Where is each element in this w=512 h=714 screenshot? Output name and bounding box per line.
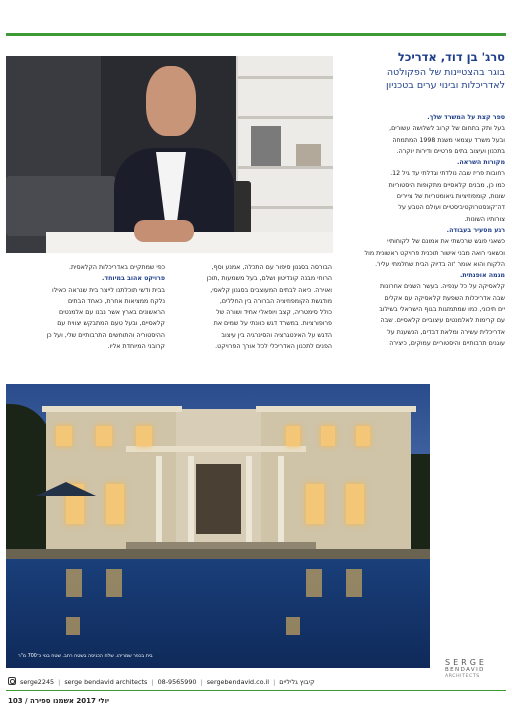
window bbox=[356, 426, 370, 446]
column bbox=[278, 456, 284, 546]
contacts-line: serge2245 | serge bendavid architects | 08-9565990 | sergebendavid.co.il | קיבוץ גליליים bbox=[8, 676, 433, 688]
window bbox=[286, 426, 300, 446]
right-text-column bbox=[353, 112, 505, 349]
right-col-line: בתכנון ועיצוב בתים פרטיים ודירות יוקרה. bbox=[396, 147, 505, 155]
column bbox=[188, 456, 194, 546]
pool-reflection bbox=[306, 569, 322, 597]
right-col-heading: מקורות השראה. bbox=[457, 159, 505, 167]
pool-reflection bbox=[66, 617, 80, 635]
left-col-line: הראשונים בארץ אשר נבנו עם אלמנטים bbox=[59, 309, 165, 317]
pool-deck bbox=[6, 549, 430, 559]
subtitle-line-1: בוגר בהצטיינות של הפקולטה bbox=[386, 67, 505, 78]
left-col-line: קרובני המיוחדת אליו. bbox=[107, 343, 165, 351]
right-col-line: וכשאני רואה מבני אישור תוכנית פרויקט ראשונית מול bbox=[364, 249, 505, 257]
right-col-heading: רגע מסעיר בעבודה. bbox=[446, 226, 505, 234]
article-title: סרג' בן דוד, אדריכל bbox=[397, 50, 505, 64]
mid-col-line: הרוחי מבנה קונדיטון ושלם, בעל משמעות ,תוכן bbox=[206, 275, 332, 283]
right-col-line: בעל ותק בתחום של קרוב לשלושה עשורים, bbox=[389, 125, 505, 133]
left-col-line: קלאסיים, ובעל טעם המתבקש יצוויח עם bbox=[57, 320, 165, 328]
window bbox=[346, 484, 364, 524]
mid-col-line: כולל סימטריה, קצב ויופאלי אחיד ושורה של bbox=[216, 309, 332, 317]
mid-col-line: הדגש על האינטגרציה והסינרגיה בין עיצוב bbox=[221, 331, 332, 339]
mid-col-line: הבורסה בסגנון סיפור עם התכלה, אמנע וסף, bbox=[211, 264, 332, 271]
phone-number[interactable]: 08-9565990 bbox=[157, 678, 197, 686]
right-col-line: צורותיו השונות. bbox=[464, 215, 505, 223]
right-col-heading: ספר קצת על המשרד שלך. bbox=[427, 114, 505, 121]
logo-line-2: BENDAVID bbox=[445, 667, 485, 673]
window bbox=[306, 484, 324, 524]
left-col-line: נלקח ממציאות אחרת, כאחד הבתים bbox=[67, 297, 165, 305]
architect-head bbox=[146, 66, 196, 136]
studio-name: serge bendavid architects bbox=[64, 678, 148, 686]
house-photo bbox=[6, 384, 430, 668]
column bbox=[246, 456, 252, 546]
entrance bbox=[196, 464, 241, 534]
left-col-line: בבית ודשי תוכלתנו לייצר בית שנראה כאילו bbox=[52, 286, 165, 294]
studio-logo bbox=[445, 658, 507, 680]
pool-reflection bbox=[286, 617, 300, 635]
window bbox=[321, 426, 335, 446]
subtitle-line-2: לאדריכלות ובינוי ערים בטכניון bbox=[386, 80, 505, 91]
photo-caption: בית בכפר שמריהו. שלח הכניסה בשטח רחב. שטח בנוי כ־700 מ"ר bbox=[18, 654, 153, 659]
article-subtitle bbox=[355, 66, 505, 92]
trees-left bbox=[6, 404, 51, 554]
bottom-rule bbox=[6, 690, 506, 691]
pool-reflection bbox=[346, 569, 362, 597]
window bbox=[106, 484, 124, 524]
right-col-line: עם קרימות לאלמנטים עיצוביים קלאסיים. שבה bbox=[380, 317, 505, 325]
section-label: קיבוץ גליליים bbox=[279, 678, 315, 686]
window bbox=[136, 426, 152, 446]
roof-center bbox=[126, 446, 306, 452]
right-col-line: יים תיכוני, כמו שמתמזגות בגוף הישראלי בשילוב bbox=[379, 306, 505, 314]
left-col-line: כפי שמתקיים באדריכלות הקלאסית. bbox=[68, 264, 165, 271]
mid-col-line: מודגשת הקומפוזיציה הברורה בין החללים, bbox=[219, 297, 332, 305]
logo-line-1: SERGE bbox=[445, 658, 487, 667]
right-col-line: דה־קונסטרוקטיביסטיים ועולם הטבע על bbox=[398, 204, 505, 212]
window bbox=[56, 426, 72, 446]
mid-col-line: פרופורציות. במשרד דגש כוונתי על שמים את bbox=[213, 320, 332, 328]
left-col-heading: פרויקט אהוב במיוחד. bbox=[102, 275, 165, 283]
left-col-line: ההיסטוריה והתוחשים התרבותיים שלי, ועל כן bbox=[46, 331, 165, 339]
pool-reflection bbox=[106, 569, 122, 597]
sofa bbox=[6, 176, 116, 236]
roof-left bbox=[42, 406, 182, 412]
pool-reflection bbox=[66, 569, 82, 597]
right-col-line: שונות, קומפוזיציות גיאומטריות של ציירים bbox=[396, 193, 505, 201]
right-col-line: קלאסיקה על כל ענפיה. בעשר השנים אחרונות bbox=[380, 283, 505, 291]
right-col-line: רחובות פריז שבה נולדתי וגדלתי עד גיל 12. bbox=[390, 170, 505, 178]
right-col-line: כמו כן, מבנים קלאסיים מתקופות היסטוריות bbox=[388, 181, 505, 189]
window bbox=[96, 426, 112, 446]
chair bbox=[231, 181, 251, 236]
right-col-line: כשאני פוגש שרכשתי את אמונם של לקוחותיי bbox=[387, 238, 505, 246]
right-col-line: ובעל משרד עצמאי משנת 1998 המתמחה bbox=[392, 136, 505, 144]
right-col-line: שבה אדריכלות השפעת קלאסיקה עם אקלים bbox=[384, 294, 505, 302]
mid-col-line: ואוירה. כיאה לבתים המעוצבים בסגנון קלאסי, bbox=[210, 286, 332, 294]
column bbox=[156, 456, 162, 546]
middle-text-column bbox=[175, 262, 332, 352]
website-link[interactable]: sergebendavid.co.il bbox=[206, 678, 270, 686]
logo-line-3: ARCHITECTS bbox=[445, 674, 480, 679]
mid-col-line: הפנים לתכנון האדריכלי לכל אורך הפרויקט. bbox=[215, 343, 332, 351]
page-folio: יולי 2017 אשמנו ספירה / 103 bbox=[8, 697, 110, 705]
instagram-icon bbox=[8, 677, 16, 685]
top-rule bbox=[6, 33, 506, 36]
architect-portrait-photo bbox=[6, 56, 333, 253]
right-col-heading: מגמה אופנתית. bbox=[459, 272, 505, 280]
right-col-line: עוגנים תרבותיים והיסטוריים עמוקים, כיצירה bbox=[389, 339, 505, 347]
roof-right bbox=[256, 406, 416, 412]
decor-items bbox=[296, 144, 321, 166]
left-text-column bbox=[8, 262, 165, 352]
right-col-line: הלקוח והוא אומר 'זה בדיוק הבית שחלמתי עליו'. bbox=[375, 260, 505, 268]
right-col-line: אדריכלית עשירה ומלאת דבדים, הנשענת על bbox=[387, 328, 505, 336]
architect-hands bbox=[134, 220, 194, 242]
swimming-pool bbox=[6, 559, 430, 668]
instagram-handle[interactable]: serge2245 bbox=[20, 678, 55, 686]
books bbox=[251, 126, 281, 166]
